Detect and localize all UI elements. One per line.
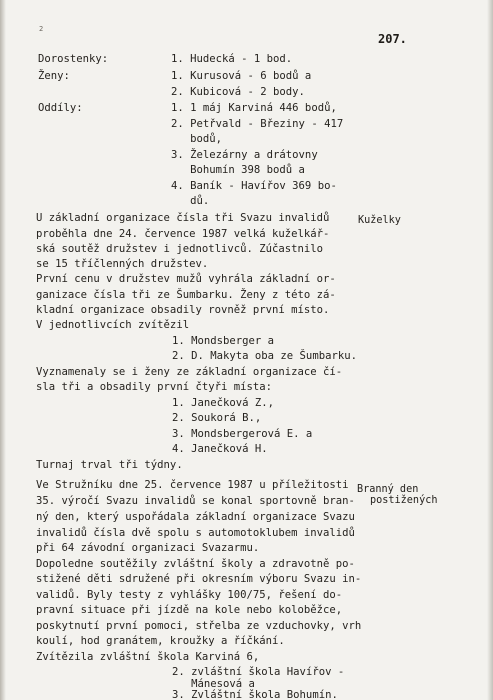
paragraph-line: V jednotlivcích zvítězil — [36, 319, 190, 331]
paragraph-line: sla tři a obsadily první čtyři místa: — [36, 381, 272, 393]
paragraph-line: ný den, který uspořádala základní organizace Svazu — [36, 511, 355, 523]
paragraph-line: Ve Stružníku dne 25. července 1987 u příležitosti — [36, 479, 349, 491]
margin-heading-postizenych: postižených — [370, 495, 438, 506]
winner-line: 3. Mondsbergerová E. a — [172, 428, 313, 440]
result-line: Bohumín 398 bodů a — [171, 164, 305, 176]
margin-heading-branny-den: Branný den — [357, 484, 419, 495]
paragraph-line: stižené děti sdružené při okresním výboru Svazu in- — [36, 573, 362, 585]
paragraph-line: koulí, hod granátem, kroužky a říčkání. — [36, 635, 285, 647]
winner-line: 2. D. Makyta oba ze Šumbarku. — [172, 350, 357, 362]
result-line: 1. 1 máj Karviná 446 bodů, — [171, 102, 337, 114]
scan-shadow-left — [0, 0, 6, 700]
school-result-line: Mánesová a — [172, 678, 255, 690]
result-line: 4. Baník - Havířov 369 bo- — [171, 180, 337, 192]
paragraph-line: Zvítězila zvláštní škola Karviná 6, — [36, 651, 260, 663]
school-result-line: 2. zvláštní škola Havířov - — [172, 666, 345, 678]
label-zeny: Ženy: — [38, 70, 70, 82]
paragraph-line: Turnaj trval tři týdny. — [36, 459, 183, 471]
paragraph-line: při 64 závodní organizaci Svazarmu. — [36, 542, 260, 554]
paragraph-line: 35. výročí Svazu invalidů se konal sportovně bran- — [36, 495, 355, 507]
result-line: 2. Petřvald - Březiny - 417 — [171, 118, 344, 130]
paragraph-line: proběhla dne 24. července 1987 velká kuželkář- — [36, 228, 330, 240]
label-dorostenky: Dorostenky: — [38, 53, 109, 65]
result-line: 1. Hudecká - 1 bod. — [171, 53, 293, 65]
result-line: 2. Kubicová - 2 body. — [171, 86, 305, 98]
winner-line: 4. Janečková H. — [172, 443, 268, 455]
paragraph-line: validů. Byly testy z vyhlášky 100/75, řešení do- — [36, 589, 343, 601]
school-result-line: 3. Zvláštní škola Bohumín. — [172, 689, 338, 700]
paragraph-line: ganizace čísla tři ze Šumbarku. Ženy z této zá- — [36, 289, 336, 301]
winner-line: 1. Janečková Z., — [172, 397, 275, 409]
label-oddily: Oddíly: — [38, 102, 83, 114]
paragraph-line: U základní organizace čísla tři Svazu invalidů — [36, 212, 330, 224]
margin-heading-kuzelky: Kuželky — [358, 215, 401, 226]
paragraph-line: Vyznamenaly se i ženy ze základní organizace čí- — [36, 366, 343, 378]
paragraph-line: kladní organizace obsadily rovněž první místo. — [36, 304, 330, 316]
result-line: 3. Železárny a drátovny — [171, 149, 318, 161]
result-line: 1. Kurusová - 6 bodů a — [171, 70, 312, 82]
page-corner-mark: 2 — [39, 25, 44, 33]
result-line: dů. — [171, 195, 210, 207]
paragraph-line: invalidů čísla dvě spolu s automotoklubem invalidů — [36, 527, 355, 539]
page-number: 207. — [378, 32, 407, 46]
paragraph-line: se 15 tříčlenných družstev. — [36, 258, 209, 270]
result-line: bodů, — [171, 133, 223, 145]
paragraph-line: pravní situace při jízdě na kole nebo koloběžce, — [36, 604, 343, 616]
winner-line: 1. Mondsberger a — [172, 335, 275, 347]
scan-shadow-right — [487, 0, 493, 700]
paragraph-line: poskytnutí první pomoci, střelba ze vzduchovky, vrh — [36, 620, 362, 632]
paragraph-line: Dopoledne soutěžily zvláštní školy a zdravotně po- — [36, 558, 355, 570]
paragraph-line: První cenu v družstev mužů vyhrála základní or- — [36, 273, 336, 285]
paragraph-line: ská soutěž družstev i jednotlivců. Zúčastnilo — [36, 243, 324, 255]
winner-line: 2. Soukorá B., — [172, 412, 262, 424]
